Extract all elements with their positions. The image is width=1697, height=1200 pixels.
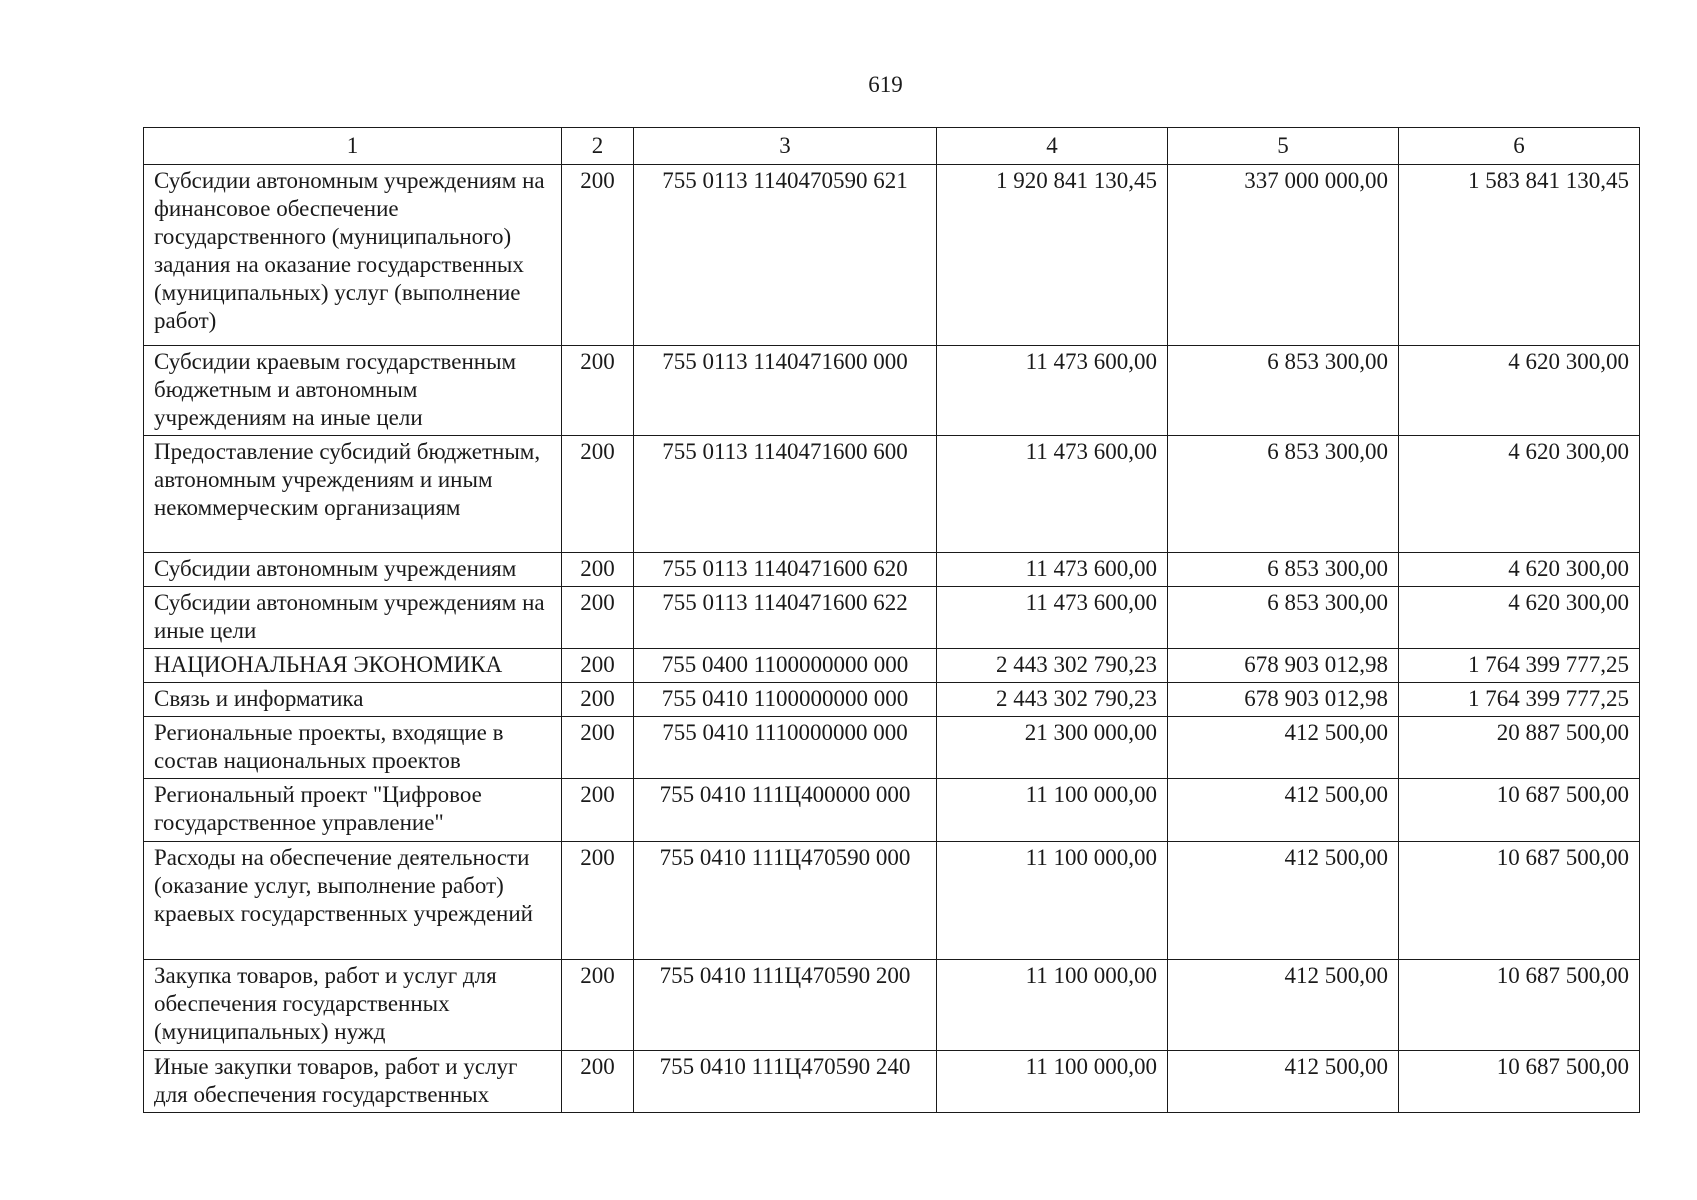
row-col5: 412 500,00 (1168, 717, 1399, 779)
row-col5: 678 903 012,98 (1168, 683, 1399, 717)
row-name: Расходы на обеспечение деятельности (оказание услуг, выполнение работ) краевых государственных учреждений (144, 842, 562, 960)
row-kbk: 755 0410 1100000000 000 (634, 683, 937, 717)
row-col5: 412 500,00 (1168, 1051, 1399, 1113)
row-col6: 4 620 300,00 (1399, 436, 1640, 553)
row-col5: 337 000 000,00 (1168, 165, 1399, 346)
row-col4: 11 100 000,00 (937, 842, 1168, 960)
row-col5: 6 853 300,00 (1168, 553, 1399, 587)
row-name: Связь и информатика (144, 683, 562, 717)
table-row (144, 649, 1640, 683)
table-row (144, 587, 1640, 649)
row-col6: 4 620 300,00 (1399, 587, 1640, 649)
row-name: Субсидии автономным учреждениям (144, 553, 562, 587)
table-row (144, 779, 1640, 842)
table-body (144, 165, 1640, 1113)
header-col-1: 1 (144, 128, 562, 165)
row-grbs: 200 (562, 346, 634, 436)
row-name: НАЦИОНАЛЬНАЯ ЭКОНОМИКА (144, 649, 562, 683)
row-grbs: 200 (562, 960, 634, 1051)
row-name: Субсидии краевым государственным бюджетным и автономным учреждениям на иные цели (144, 346, 562, 436)
row-col4: 11 473 600,00 (937, 436, 1168, 553)
table-row (144, 436, 1640, 553)
row-col6: 4 620 300,00 (1399, 553, 1640, 587)
header-col-6: 6 (1399, 128, 1640, 165)
row-grbs: 200 (562, 779, 634, 842)
row-name: Региональный проект "Цифровое государственное управление" (144, 779, 562, 842)
row-kbk: 755 0410 1110000000 000 (634, 717, 937, 779)
row-grbs: 200 (562, 649, 634, 683)
row-col6: 1 583 841 130,45 (1399, 165, 1640, 346)
row-name: Субсидии автономным учреждениям на финансовое обеспечение государственного (муниципального) задания на оказание государственных (муниципальных) услуг (выполнение работ) (144, 165, 562, 346)
row-col4: 11 100 000,00 (937, 1051, 1168, 1113)
table-row (144, 553, 1640, 587)
budget-table (143, 127, 1640, 1113)
row-kbk: 755 0410 111Ц400000 000 (634, 779, 937, 842)
row-col5: 412 500,00 (1168, 842, 1399, 960)
row-kbk: 755 0410 111Ц470590 200 (634, 960, 937, 1051)
row-grbs: 200 (562, 587, 634, 649)
row-grbs: 200 (562, 1051, 634, 1113)
row-kbk: 755 0113 1140471600 600 (634, 436, 937, 553)
table-row (144, 842, 1640, 960)
row-col6: 10 687 500,00 (1399, 779, 1640, 842)
header-row (144, 128, 1640, 165)
table-row (144, 683, 1640, 717)
row-col6: 10 687 500,00 (1399, 1051, 1640, 1113)
page-number: 619 (868, 72, 903, 97)
row-kbk: 755 0113 1140471600 620 (634, 553, 937, 587)
row-col5: 6 853 300,00 (1168, 436, 1399, 553)
row-col4: 11 100 000,00 (937, 779, 1168, 842)
table-header (144, 128, 1640, 165)
row-col4: 11 473 600,00 (937, 587, 1168, 649)
row-col6: 10 687 500,00 (1399, 960, 1640, 1051)
row-col4: 2 443 302 790,23 (937, 649, 1168, 683)
row-name: Иные закупки товаров, работ и услуг для обеспечения государственных (144, 1051, 562, 1113)
row-col4: 21 300 000,00 (937, 717, 1168, 779)
row-grbs: 200 (562, 165, 634, 346)
row-col6: 1 764 399 777,25 (1399, 649, 1640, 683)
row-col6: 1 764 399 777,25 (1399, 683, 1640, 717)
table-row (144, 1051, 1640, 1113)
table-row (144, 717, 1640, 779)
row-kbk: 755 0113 1140471600 622 (634, 587, 937, 649)
table-row (144, 960, 1640, 1051)
row-col5: 412 500,00 (1168, 779, 1399, 842)
row-col6: 4 620 300,00 (1399, 346, 1640, 436)
row-col5: 412 500,00 (1168, 960, 1399, 1051)
row-grbs: 200 (562, 683, 634, 717)
header-col-3: 3 (634, 128, 937, 165)
row-grbs: 200 (562, 553, 634, 587)
row-col6: 20 887 500,00 (1399, 717, 1640, 779)
row-name: Субсидии автономным учреждениям на иные цели (144, 587, 562, 649)
row-grbs: 200 (562, 717, 634, 779)
header-col-5: 5 (1168, 128, 1399, 165)
row-name: Региональные проекты, входящие в состав национальных проектов (144, 717, 562, 779)
row-col5: 678 903 012,98 (1168, 649, 1399, 683)
row-col5: 6 853 300,00 (1168, 587, 1399, 649)
row-kbk: 755 0113 1140470590 621 (634, 165, 937, 346)
row-col4: 11 473 600,00 (937, 346, 1168, 436)
table-row (144, 346, 1640, 436)
row-col6: 10 687 500,00 (1399, 842, 1640, 960)
row-col5: 6 853 300,00 (1168, 346, 1399, 436)
row-col4: 2 443 302 790,23 (937, 683, 1168, 717)
table-row (144, 165, 1640, 346)
row-kbk: 755 0410 111Ц470590 000 (634, 842, 937, 960)
row-grbs: 200 (562, 842, 634, 960)
row-col4: 1 920 841 130,45 (937, 165, 1168, 346)
row-name: Предоставление субсидий бюджетным, автономным учреждениям и иным некоммерческим организациям (144, 436, 562, 553)
row-kbk: 755 0400 1100000000 000 (634, 649, 937, 683)
row-kbk: 755 0410 111Ц470590 240 (634, 1051, 937, 1113)
header-col-2: 2 (562, 128, 634, 165)
row-name: Закупка товаров, работ и услуг для обеспечения государственных (муниципальных) нужд (144, 960, 562, 1051)
header-col-4: 4 (937, 128, 1168, 165)
row-grbs: 200 (562, 436, 634, 553)
row-kbk: 755 0113 1140471600 000 (634, 346, 937, 436)
row-col4: 11 100 000,00 (937, 960, 1168, 1051)
row-col4: 11 473 600,00 (937, 553, 1168, 587)
